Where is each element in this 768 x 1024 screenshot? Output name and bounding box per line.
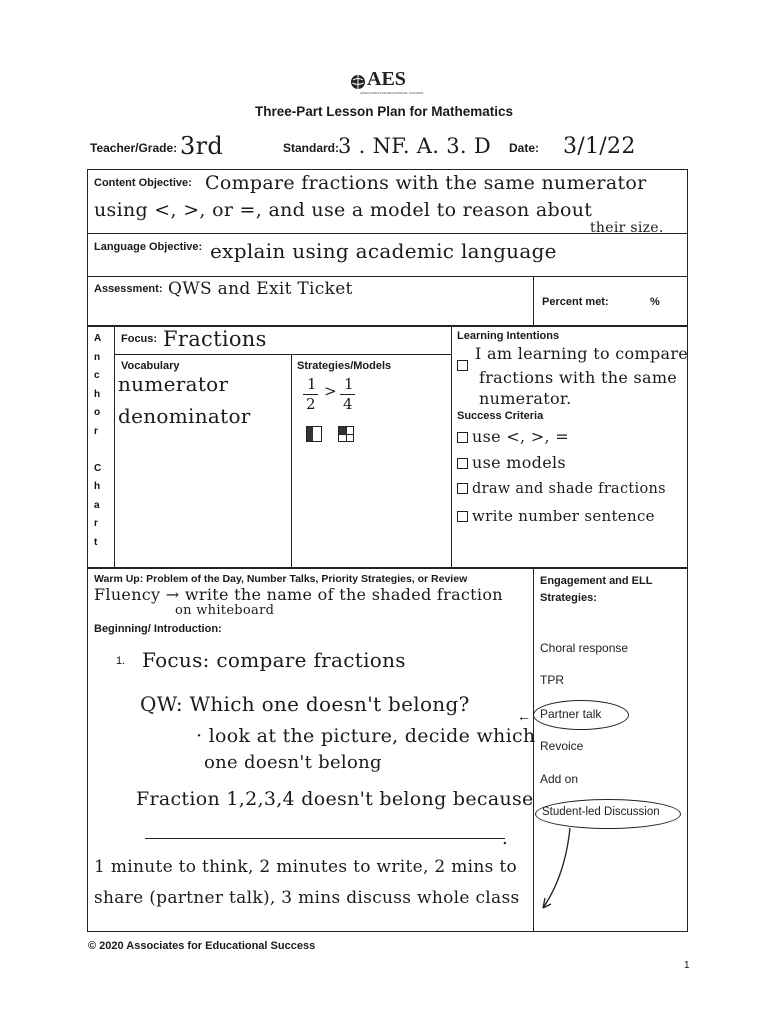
criteria-text: write number sentence	[472, 507, 655, 525]
divider	[533, 568, 534, 932]
language-objective-value: explain using academic language	[210, 239, 557, 263]
comparison-symbol: >	[324, 382, 337, 400]
fraction-left-numerator: 1	[307, 375, 317, 393]
strategy-student-led-discussion: Student-led Discussion	[542, 806, 660, 818]
vocabulary-label: Vocabulary	[121, 360, 180, 372]
criteria-text: use models	[472, 453, 566, 472]
language-objective-label: Language Objective:	[94, 241, 203, 253]
engagement-label: Engagement and ELL Strategies:	[540, 575, 653, 604]
strategy-choral-response: Choral response	[540, 641, 629, 655]
item-number: 1.	[116, 655, 126, 667]
fluency-line-2: on whiteboard	[175, 603, 275, 618]
anchor-chart-side-letters: A n c h o r C h a r t	[94, 333, 102, 548]
half-model-drawing	[306, 426, 322, 442]
success-criteria-label: Success Criteria	[457, 410, 544, 422]
checkbox[interactable]	[457, 483, 468, 494]
checkbox[interactable]	[457, 432, 468, 443]
student-led-circle	[535, 799, 681, 829]
logo-subtext: ASSOCIATES FOR EDUCATIONAL SUCCESS	[360, 91, 424, 95]
arrow-to-time-line	[535, 826, 575, 916]
learning-intentions-label: Learning Intentions	[457, 330, 560, 342]
standard-label: Standard:	[283, 141, 340, 155]
intention-checkbox[interactable]	[457, 357, 472, 375]
strategy-partner-talk: Partner talk	[540, 707, 602, 721]
globe-icon	[350, 74, 366, 90]
quarter-model-drawing	[338, 426, 354, 442]
checkbox[interactable]	[457, 511, 468, 522]
assessment-value: QWS and Exit Ticket	[168, 279, 353, 299]
content-objective-line1: Compare fractions with the same numerator	[205, 172, 647, 194]
teacher-grade-value: 3rd	[180, 132, 224, 160]
fraction-left-denominator: 2	[306, 395, 316, 413]
content-objective-label: Content Objective:	[94, 177, 192, 189]
standard-value: 3 . NF. A. 3. D	[338, 134, 491, 158]
strategy-tpr: TPR	[540, 673, 564, 687]
criteria-item[interactable]	[457, 453, 566, 473]
blank-line	[145, 838, 505, 839]
strategies-label: Strategies/Models	[297, 360, 392, 372]
criteria-text: use <, >, =	[472, 427, 569, 446]
time-line-2: share (partner talk), 3 mins discuss whole class	[94, 888, 520, 908]
intention-line: I am learning to compare	[475, 344, 689, 363]
checkbox[interactable]	[457, 458, 468, 469]
criteria-item[interactable]	[457, 507, 655, 526]
arrow-to-partner-talk: ←	[517, 708, 531, 724]
divider	[114, 326, 115, 568]
focus-line: Focus: compare fractions	[142, 648, 406, 672]
aes-logo	[350, 68, 424, 98]
qw-line: QW: Which one doesn't belong?	[140, 692, 470, 716]
fraction-line: Fraction 1,2,3,4 doesn't belong because	[136, 788, 534, 810]
blank-dot: .	[502, 828, 509, 849]
date-value: 3/1/22	[563, 134, 636, 159]
divider	[533, 276, 534, 326]
intention-line: numerator.	[479, 389, 572, 408]
criteria-text: draw and shade fractions	[472, 481, 666, 497]
fraction-comparison	[303, 375, 363, 415]
fraction-right-numerator: 1	[344, 375, 354, 393]
intention-line: fractions with the same	[479, 368, 678, 387]
divider	[291, 354, 292, 568]
focus-value: Fractions	[163, 327, 267, 351]
strategy-add-on: Add on	[540, 772, 579, 786]
belong-line: one doesn't belong	[204, 752, 382, 773]
look-line: · look at the picture, decide which	[196, 725, 536, 747]
content-objective-line2: using <, >, or =, and use a model to reason about	[94, 199, 593, 221]
date-label: Date:	[509, 141, 540, 155]
logo-text: AES	[367, 68, 406, 90]
divider	[451, 326, 452, 568]
content-objective-line3: their size.	[590, 220, 664, 236]
strategy-revoice: Revoice	[540, 739, 584, 753]
time-line-1: 1 minute to think, 2 minutes to write, 2 mins to	[94, 857, 518, 877]
fraction-right-denominator: 4	[343, 395, 353, 413]
criteria-item[interactable]	[457, 427, 569, 447]
criteria-item[interactable]	[457, 480, 666, 498]
partner-talk-circle	[533, 700, 629, 730]
page-number: 1	[684, 960, 690, 971]
percent-met-label: Percent met:	[542, 296, 609, 308]
beginning-label: Beginning/ Introduction:	[94, 623, 222, 635]
copyright: © 2020 Associates for Educational Success	[88, 940, 316, 952]
assessment-label: Assessment:	[94, 283, 163, 295]
warmup-label: Warm Up: Problem of the Day, Number Talks, Priority Strategies, or Review	[94, 573, 468, 585]
teacher-grade-label: Teacher/Grade:	[90, 141, 178, 155]
fluency-line: Fluency → write the name of the shaded fraction	[94, 585, 503, 604]
vocab-item: numerator	[118, 372, 229, 396]
divider	[87, 276, 688, 277]
percent-sign: %	[650, 296, 660, 308]
divider	[114, 354, 451, 355]
document-title: Three-Part Lesson Plan for Mathematics	[254, 104, 514, 119]
focus-label: Focus:	[121, 333, 158, 345]
vocab-item: denominator	[118, 404, 251, 428]
